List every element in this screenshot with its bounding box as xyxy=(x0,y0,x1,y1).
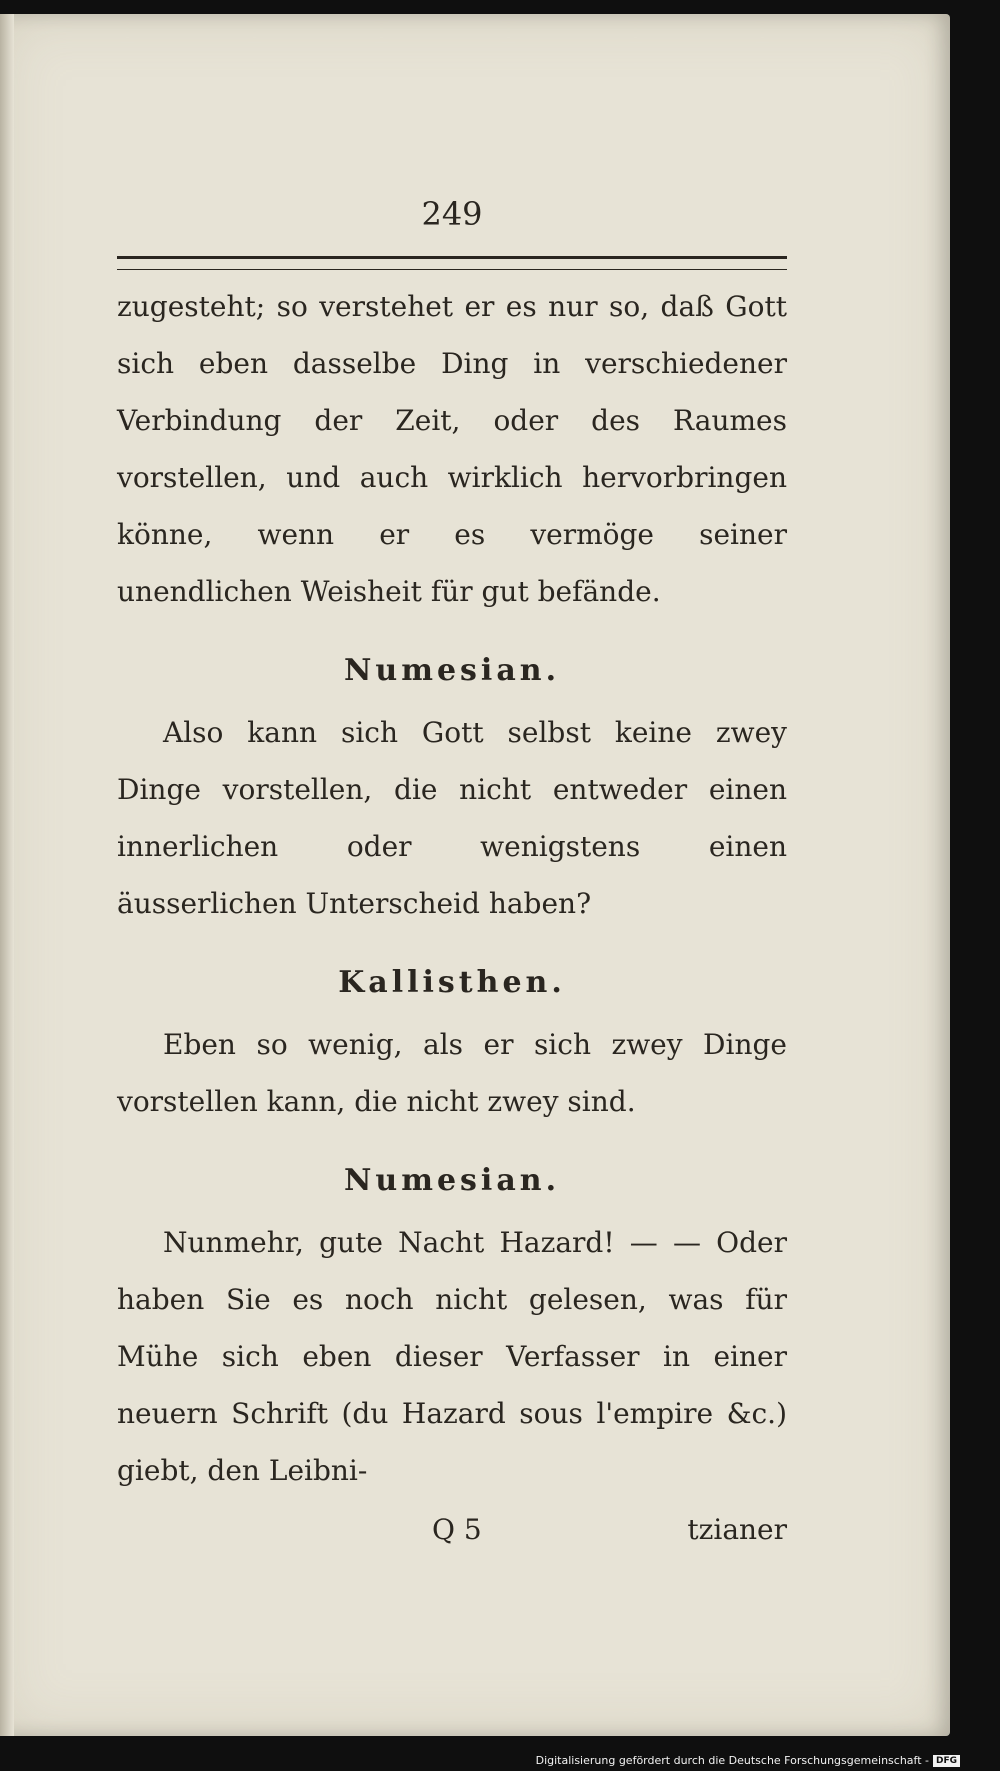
page-spine-shadow xyxy=(0,14,14,1736)
credit-text: Digitalisierung gefördert durch die Deutsche Forschungsgemeinschaft - xyxy=(535,1754,929,1767)
paragraph-3: Eben so wenig, als er sich zwey Dinge vorstellen kann, die nicht zwey sind. xyxy=(117,1028,787,1118)
page-number: 249 xyxy=(421,195,483,233)
speaker-numesian-1: Numesian. xyxy=(343,653,561,688)
paragraph-4: Nunmehr, gute Nacht Hazard! — — Oder haben Sie es noch nicht gelesen, was für Mühe sich eben dieser Verfasser in einer neuern Schrift (du Hazard sous l'empire &c.) giebt, den Leibni- xyxy=(117,1226,787,1487)
paragraph-1: zugesteht; so verstehet er es nur so, daß Gott sich eben dasselbe Ding in verschiedener Verbindung der Zeit, oder des Raumes vorstellen, und auch wirklich hervorbringen könne, wenn er es vermöge seiner unendlichen Weisheit für gut befände. xyxy=(117,290,787,608)
speaker-numesian-2: Numesian. xyxy=(343,1163,561,1198)
dfg-logo-icon: DFG xyxy=(933,1755,960,1767)
text-block xyxy=(117,194,787,1565)
catchword: tzianer xyxy=(687,1513,787,1546)
paragraph-2: Also kann sich Gott selbst keine zwey Dinge vorstellen, die nicht entweder einen innerlichen oder wenigstens einen äusserlichen Unterscheid haben? xyxy=(117,716,787,920)
digitization-credit xyxy=(536,1754,960,1767)
speaker-kallisthen: Kallisthen. xyxy=(338,965,566,1000)
book-page xyxy=(0,14,950,1736)
signature-mark: Q 5 xyxy=(432,1513,482,1546)
header-rule xyxy=(117,256,787,270)
page-footer xyxy=(117,1505,787,1565)
